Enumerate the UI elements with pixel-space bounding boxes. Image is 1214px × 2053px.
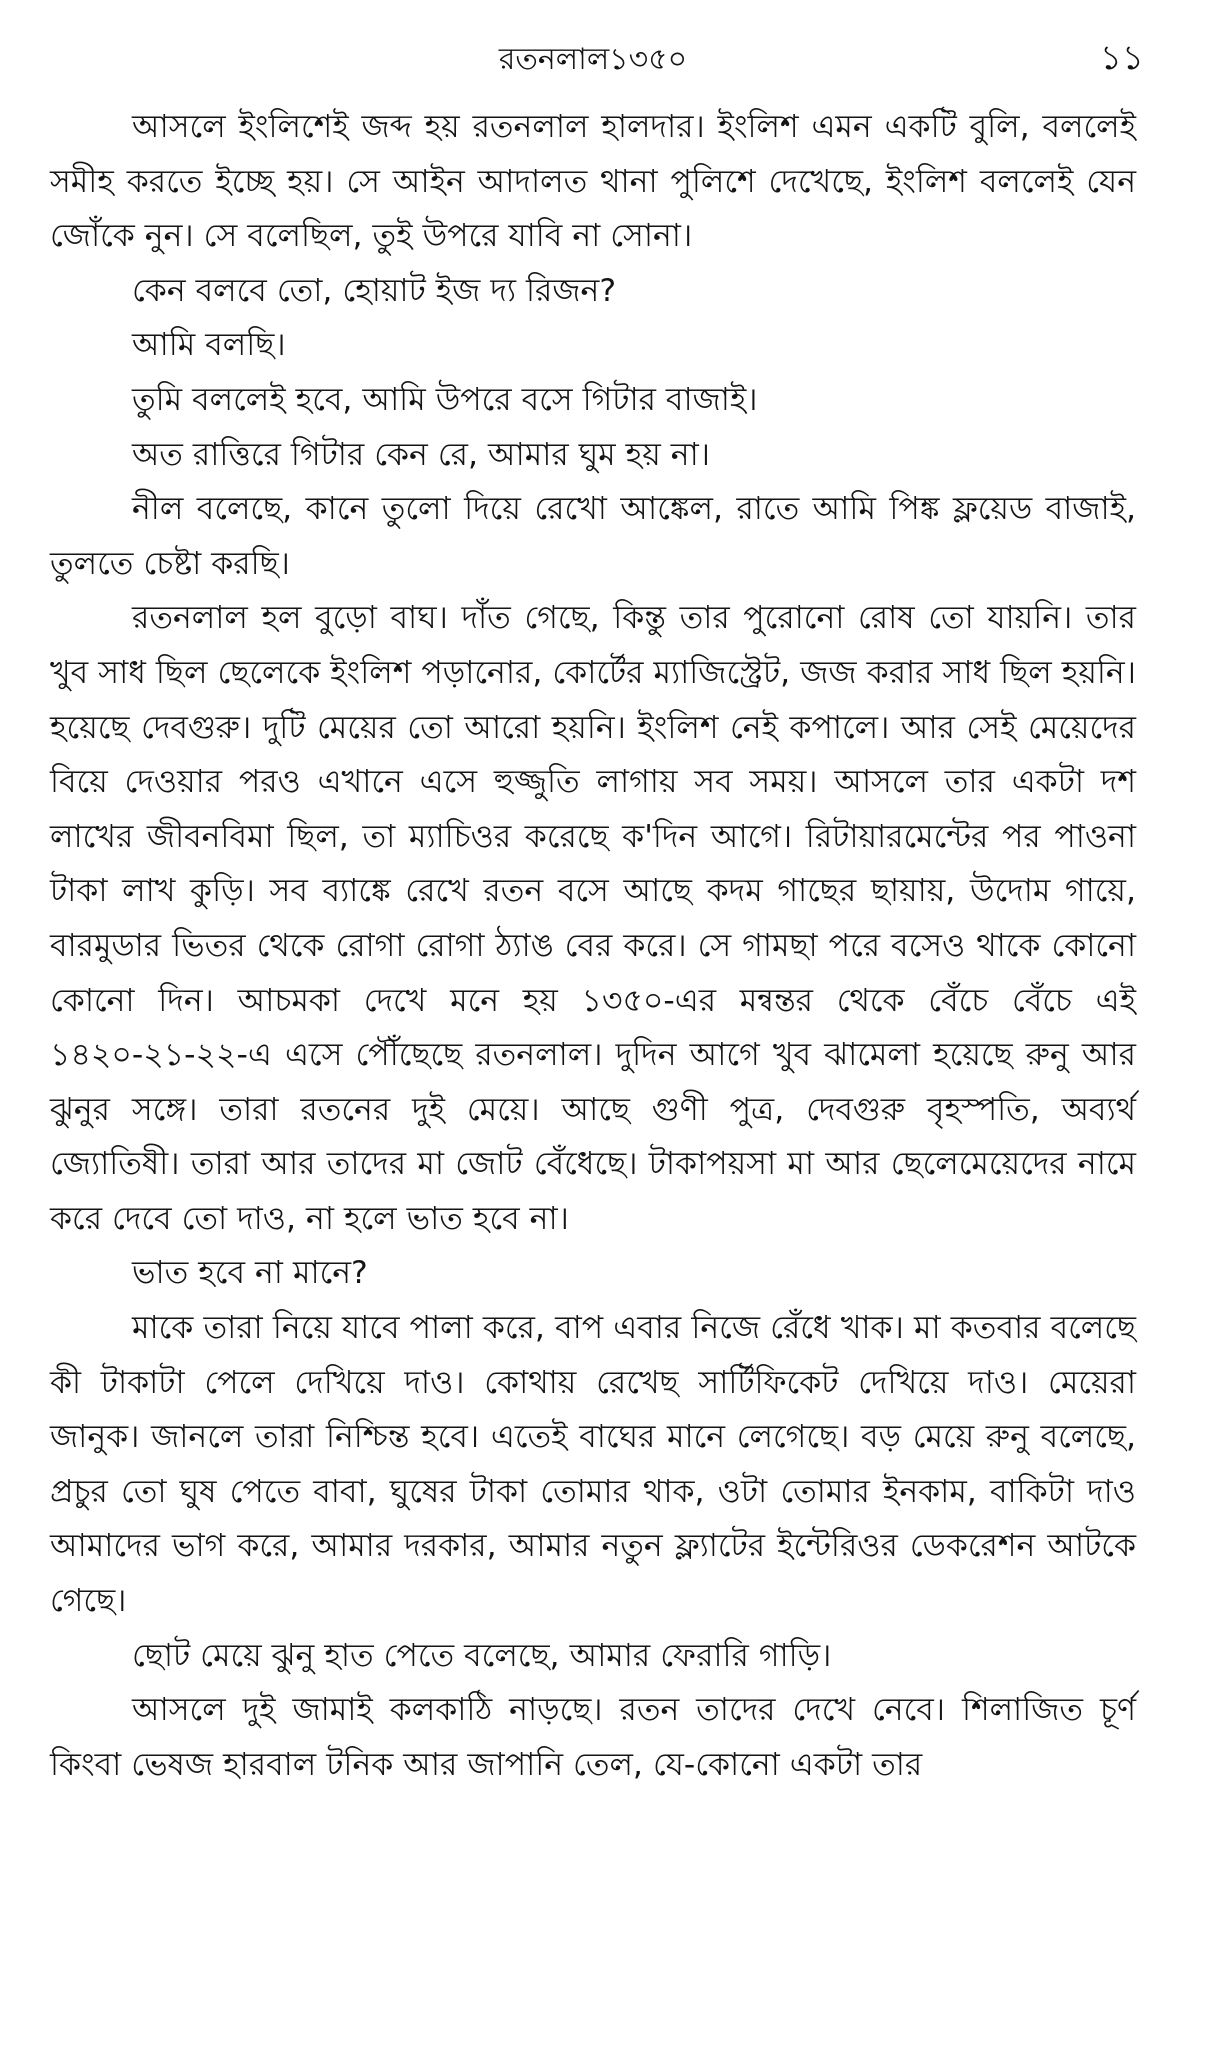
paragraph: অত রাত্তিরে গিটার কেন রে, আমার ঘুম হয় না। xyxy=(132,436,710,473)
paragraph: মাকে তারা নিয়ে যাবে পালা করে, বাপ এবার নিজে রেঁধে খাক। মা কতবার বলেছে কী টাকাটা পেলে দেখিয়ে দাও। কোথায় রেখেছ সার্টিফিকেট দেখিয়ে দাও। মেয়েরা জানুক। জানলে তারা নিশ্চিন্ত হবে। এতেই বাঘের মানে লেগেছে। বড় মেয়ে রুনু বলেছে, প্রচুর তো ঘুষ পেতে বাবা, ঘুষের টাকা তোমার থাক, ওটা তোমার ইনকাম, বাকিটা দাও আমাদের ভাগ করে, আমার দরকার, আমার নতুন ফ্ল্যাটের ইন্টেরিওর ডেকরেশন আটকে গেছে। xyxy=(50,1310,1136,1620)
paragraph: রতনলাল হল বুড়ো বাঘ। দাঁত গেছে, কিন্তু তার পুরোনো রোষ তো যায়নি। তার খুব সাধ ছিল ছেলেকে ইংলিশ পড়ানোর, কোর্টের ম্যাজিস্ট্রেট, জজ করার সাধ ছিল হয়নি। হয়েছে দেবগুরু। দুটি মেয়ের তো আরো হয়নি। ইংলিশ নেই কপালে। আর সেই মেয়েদের বিয়ে দেওয়ার পরও এখানে এসে হুজ্জুতি লাগায় সব সময়। আসলে তার একটা দশ লাখের জীবনবিমা ছিল, তা ম্যাচিওর করেছে ক'দিন আগে। রিটায়ারমেন্টের পর পাওনা টাকা লাখ কুড়ি। সব ব্যাঙ্কে রেখে রতন বসে আছে কদম গাছের ছায়ায়, উদোম গায়ে, বারমুডার ভিতর থেকে রোগা রোগা ঠ্যাঙ বের করে। সে গামছা পরে বসেও থাকে কোনো কোনো দিন। আচমকা দেখে মনে হয় ১৩৫০-এর মন্বন্তর থেকে বেঁচে বেঁচে এই ১৪২০-২১-২২-এ এসে পৌঁছেছে রতনলাল। দুদিন আগে খুব ঝামেলা হয়েছে রুনু আর ঝুনুর সঙ্গে। তারা রতনের দুই মেয়ে। আছে গুণী পুত্র, দেবগুরু বৃহস্পতি, অব্যর্থ জ্যোতিষী। তারা আর তাদের মা জোট বেঁধেছে। টাকাপয়সা মা আর ছেলেমেয়েদের নামে করে দেবে তো দাও, না হলে ভাত হবে না। xyxy=(50,600,1136,1237)
paragraph: ছোট মেয়ে ঝুনু হাত পেতে বলেছে, আমার ফেরারি গাড়ি। xyxy=(132,1637,832,1674)
paragraph: কেন বলবে তো, হোয়াট ইজ দ্য রিজন? xyxy=(132,272,617,309)
paragraph: আসলে ইংলিশেই জব্দ হয় রতনলাল হালদার। ইংলিশ এমন একটি বুলি, বললেই সমীহ করতে ইচ্ছে হয়। সে আইন আদালত থানা পুলিশে দেখেছে, ইংলিশ বললেই যেন জোঁকে নুন। সে বলেছিল, তুই উপরে যাবি না সোনা। xyxy=(50,109,1136,255)
paragraph: আসলে দুই জামাই কলকাঠি নাড়ছে। রতন তাদের দেখে নেবে। শিলাজিত চূর্ণ কিংবা ভেষজ হারবাল টনিক আর জাপানি তেল, যে-কোনো একটা তার xyxy=(50,1692,1136,1783)
running-title: রতনলাল১৩৫০ xyxy=(498,42,688,77)
body-text xyxy=(50,100,1136,1792)
page-header xyxy=(50,0,1144,100)
paragraph: তুমি বললেই হবে, আমি উপরে বসে গিটার বাজাই। xyxy=(132,381,758,418)
page-number: ১১ xyxy=(1099,38,1144,78)
paragraph: আমি বলছি। xyxy=(132,327,286,364)
paragraph: নীল বলেছে, কানে তুলো দিয়ে রেখো আঙ্কেল, রাতে আমি পিঙ্ক ফ্লয়েড বাজাই, তুলতে চেষ্টা করছি। xyxy=(50,491,1136,582)
paragraph: ভাত হবে না মানে? xyxy=(132,1255,368,1292)
